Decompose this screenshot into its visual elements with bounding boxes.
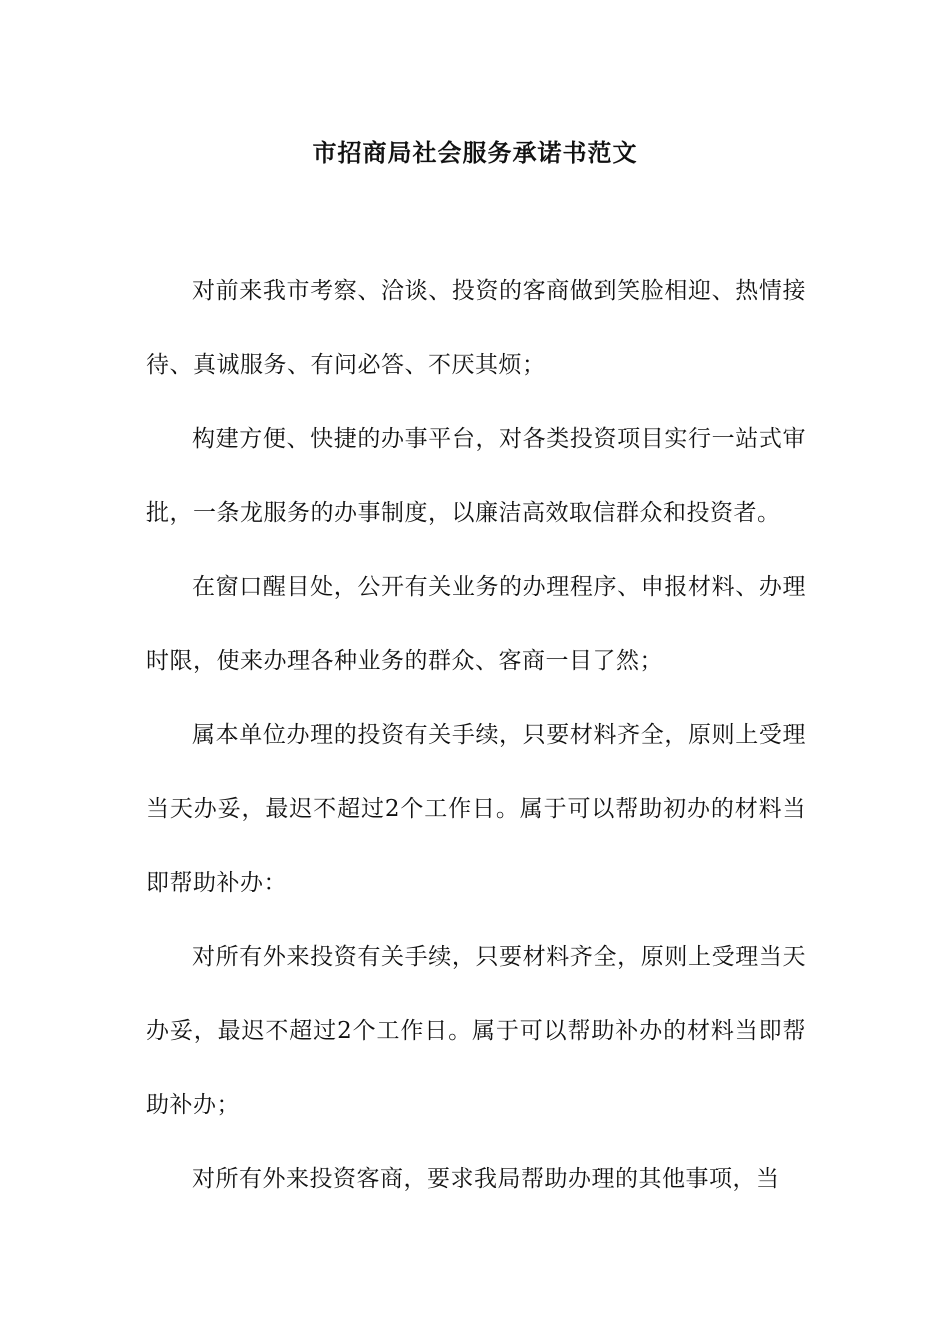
paragraph-1: 对前来我市考察、洽谈、投资的客商做到笑脸相迎、热情接待、真诚服务、有问必答、不厌其烦；	[146, 278, 806, 378]
paragraph-4: 属本单位办理的投资有关手续，只要材料齐全，原则上受理当天办妥，最迟不超过2个工作日。属于可以帮助初办的材料当即帮助补办：	[146, 722, 806, 896]
paragraph-5: 对所有外来投资有关手续，只要材料齐全，原则上受理当天办妥，最迟不超过2个工作日。属于可以帮助补办的材料当即帮助补办；	[146, 944, 806, 1118]
paragraph-6: 对所有外来投资客商，要求我局帮助办理的其他事项，当	[192, 1166, 780, 1192]
paragraph-3: 在窗口醒目处，公开有关业务的办理程序、申报材料、办理时限，使来办理各种业务的群众、客商一目了然；	[146, 574, 806, 674]
paragraph-2: 构建方便、快捷的办事平台，对各类投资项目实行一站式审批，一条龙服务的办事制度，以廉洁高效取信群众和投资者。	[146, 426, 806, 526]
document-body	[146, 254, 806, 1216]
document-title: 市招商局社会服务承诺书范文	[312, 138, 638, 167]
